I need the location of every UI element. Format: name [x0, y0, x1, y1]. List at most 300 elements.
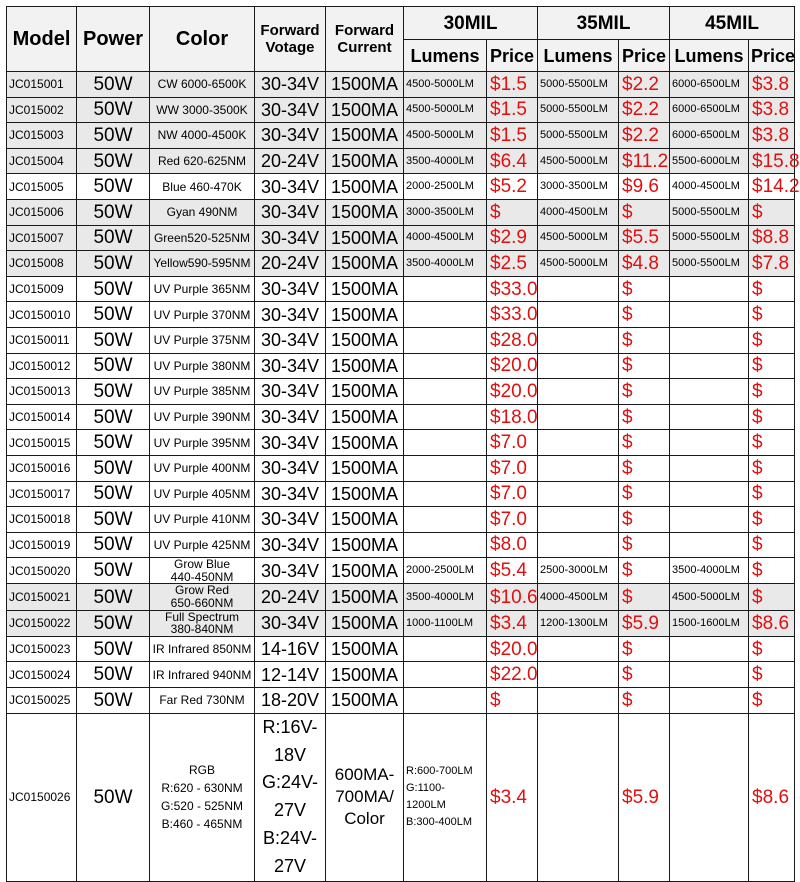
cell-lumens-30	[404, 507, 487, 533]
cell-lumens-35	[538, 532, 619, 558]
cell-lumens-45: 5000-5500LM	[670, 199, 749, 225]
cell-price-45: $	[749, 584, 795, 610]
cell-price-45: $3.8	[749, 97, 795, 123]
header-model: Model	[7, 7, 77, 72]
cell-price-35: $	[619, 558, 670, 584]
cell-power: 50W	[77, 662, 150, 688]
cell-price-45: $	[749, 481, 795, 507]
cell-color: UV Purple 385NM	[150, 379, 255, 405]
cell-lumens-30: 4000-4500LM	[404, 225, 487, 251]
cell-power: 50W	[77, 302, 150, 328]
cell-power: 50W	[77, 97, 150, 123]
cell-price-30: $10.6	[487, 584, 538, 610]
cell-model: JC015009	[7, 276, 77, 302]
cell-model: JC015008	[7, 251, 77, 277]
cell-power: 50W	[77, 610, 150, 636]
cell-power: 50W	[77, 507, 150, 533]
cell-voltage: 30-34V	[255, 430, 326, 456]
cell-lumens-45: 4500-5000LM	[670, 584, 749, 610]
table-row	[7, 713, 795, 881]
cell-lumens-35: 2500-3000LM	[538, 558, 619, 584]
cell-lumens-45	[670, 404, 749, 430]
cell-price-30: $1.5	[487, 97, 538, 123]
cell-model: JC015007	[7, 225, 77, 251]
cell-power: 50W	[77, 225, 150, 251]
header-lumens-35: Lumens	[538, 40, 619, 72]
cell-color: UV Purple 370NM	[150, 302, 255, 328]
header-lumens-30: Lumens	[404, 40, 487, 72]
cell-lumens-45: 5000-5500LM	[670, 225, 749, 251]
cell-price-35: $	[619, 481, 670, 507]
header-group-30mil: 30MIL	[404, 7, 538, 40]
table-row	[7, 148, 795, 174]
cell-lumens-30	[404, 662, 487, 688]
table-row	[7, 507, 795, 533]
cell-current: 1500MA	[326, 455, 404, 481]
cell-current: 1500MA	[326, 251, 404, 277]
header-price-30: Price	[487, 40, 538, 72]
cell-voltage: 14-16V	[255, 636, 326, 662]
header-color: Color	[150, 7, 255, 72]
cell-lumens-30: 2000-2500LM	[404, 558, 487, 584]
cell-lumens-35	[538, 302, 619, 328]
cell-lumens-45	[670, 662, 749, 688]
cell-lumens-35: 5000-5500LM	[538, 72, 619, 98]
cell-lumens-45: 5500-6000LM	[670, 148, 749, 174]
cell-price-30: $8.0	[487, 532, 538, 558]
header-group-35mil: 35MIL	[538, 7, 670, 40]
cell-lumens-30: 2000-2500LM	[404, 174, 487, 200]
cell-color: UV Purple 365NM	[150, 276, 255, 302]
cell-price-30: $	[487, 199, 538, 225]
cell-voltage: 30-34V	[255, 225, 326, 251]
cell-current: 1500MA	[326, 662, 404, 688]
cell-price-35: $5.9	[619, 610, 670, 636]
cell-price-45: $	[749, 532, 795, 558]
cell-lumens-30	[404, 353, 487, 379]
table-row	[7, 72, 795, 98]
cell-power: 50W	[77, 276, 150, 302]
cell-color: Red 620-625NM	[150, 148, 255, 174]
cell-voltage: 30-34V	[255, 199, 326, 225]
cell-lumens-30	[404, 276, 487, 302]
cell-lumens-35: 4000-4500LM	[538, 584, 619, 610]
cell-power: 50W	[77, 174, 150, 200]
header-price-45: Price	[749, 40, 795, 72]
cell-lumens-30	[404, 302, 487, 328]
cell-lumens-35: 4500-5000LM	[538, 225, 619, 251]
table-row	[7, 584, 795, 610]
cell-current: 1500MA	[326, 688, 404, 714]
cell-lumens-45	[670, 430, 749, 456]
table-row	[7, 97, 795, 123]
cell-model: JC0150015	[7, 430, 77, 456]
cell-model: JC015004	[7, 148, 77, 174]
table-row	[7, 302, 795, 328]
cell-model: JC0150018	[7, 507, 77, 533]
table-row	[7, 123, 795, 149]
cell-price-35: $11.2	[619, 148, 670, 174]
cell-power: 50W	[77, 558, 150, 584]
table-row	[7, 174, 795, 200]
cell-price-45: $	[749, 455, 795, 481]
cell-power: 50W	[77, 636, 150, 662]
cell-power: 50W	[77, 713, 150, 881]
cell-model: JC0150012	[7, 353, 77, 379]
header-forward-voltage: Forward Votage	[255, 7, 326, 72]
cell-price-30: $1.5	[487, 123, 538, 149]
table-row	[7, 532, 795, 558]
cell-lumens-30: 3500-4000LM	[404, 251, 487, 277]
cell-price-35: $	[619, 199, 670, 225]
cell-lumens-30: 4500-5000LM	[404, 123, 487, 149]
cell-current: 1500MA	[326, 481, 404, 507]
cell-color: Green520-525NM	[150, 225, 255, 251]
cell-power: 50W	[77, 148, 150, 174]
cell-lumens-45	[670, 636, 749, 662]
cell-power: 50W	[77, 327, 150, 353]
cell-voltage: 30-34V	[255, 507, 326, 533]
cell-color: CW 6000-6500K	[150, 72, 255, 98]
cell-color: UV Purple 395NM	[150, 430, 255, 456]
table-row	[7, 481, 795, 507]
cell-model: JC0150020	[7, 558, 77, 584]
cell-lumens-35: 5000-5500LM	[538, 123, 619, 149]
cell-model: JC0150023	[7, 636, 77, 662]
cell-lumens-35	[538, 327, 619, 353]
cell-current: 1500MA	[326, 379, 404, 405]
table-row	[7, 688, 795, 714]
cell-lumens-45	[670, 276, 749, 302]
cell-power: 50W	[77, 455, 150, 481]
cell-lumens-30	[404, 430, 487, 456]
cell-lumens-35	[538, 481, 619, 507]
cell-power: 50W	[77, 430, 150, 456]
cell-model: JC0150019	[7, 532, 77, 558]
cell-lumens-45	[670, 353, 749, 379]
cell-lumens-45: 5000-5500LM	[670, 251, 749, 277]
cell-price-30: $	[487, 688, 538, 714]
cell-voltage: 30-34V	[255, 532, 326, 558]
cell-model: JC0150010	[7, 302, 77, 328]
cell-price-45: $	[749, 430, 795, 456]
cell-voltage: 30-34V	[255, 353, 326, 379]
cell-price-30: $2.5	[487, 251, 538, 277]
cell-voltage: 30-34V	[255, 558, 326, 584]
cell-price-45: $	[749, 404, 795, 430]
cell-model: JC0150017	[7, 481, 77, 507]
cell-power: 50W	[77, 688, 150, 714]
cell-lumens-30	[404, 481, 487, 507]
cell-current: 1500MA	[326, 72, 404, 98]
cell-voltage: 20-24V	[255, 584, 326, 610]
cell-color: UV Purple 390NM	[150, 404, 255, 430]
cell-model: JC015005	[7, 174, 77, 200]
cell-power: 50W	[77, 532, 150, 558]
cell-price-45: $	[749, 199, 795, 225]
cell-price-45: $8.6	[749, 610, 795, 636]
cell-lumens-30: 4500-5000LM	[404, 72, 487, 98]
cell-price-30: $7.0	[487, 507, 538, 533]
cell-price-35: $2.2	[619, 123, 670, 149]
cell-price-35: $2.2	[619, 97, 670, 123]
cell-current: 1500MA	[326, 507, 404, 533]
cell-current: 1500MA	[326, 610, 404, 636]
cell-color: RGB R:620 - 630NM G:520 - 525NM B:460 - 465NM	[150, 713, 255, 881]
cell-lumens-35	[538, 507, 619, 533]
cell-lumens-45: 3500-4000LM	[670, 558, 749, 584]
cell-lumens-30	[404, 455, 487, 481]
cell-price-35: $	[619, 353, 670, 379]
cell-color: Yellow590-595NM	[150, 251, 255, 277]
cell-lumens-35	[538, 430, 619, 456]
cell-voltage: 30-34V	[255, 481, 326, 507]
cell-lumens-30: 1000-1100LM	[404, 610, 487, 636]
cell-lumens-45	[670, 532, 749, 558]
cell-color: IR Infrared 850NM	[150, 636, 255, 662]
cell-price-45: $	[749, 379, 795, 405]
cell-price-30: $7.0	[487, 430, 538, 456]
cell-price-45: $	[749, 662, 795, 688]
cell-price-35: $	[619, 430, 670, 456]
cell-price-45: $7.8	[749, 251, 795, 277]
cell-current: 1500MA	[326, 97, 404, 123]
cell-current: 1500MA	[326, 636, 404, 662]
cell-color: UV Purple 425NM	[150, 532, 255, 558]
cell-price-30: $33.0	[487, 302, 538, 328]
cell-price-30: $2.9	[487, 225, 538, 251]
header-group-45mil: 45MIL	[670, 7, 795, 40]
cell-price-35: $9.6	[619, 174, 670, 200]
cell-voltage: 12-14V	[255, 662, 326, 688]
table-row	[7, 353, 795, 379]
cell-color: UV Purple 400NM	[150, 455, 255, 481]
cell-lumens-30: 3500-4000LM	[404, 584, 487, 610]
cell-price-30: $6.4	[487, 148, 538, 174]
cell-lumens-35	[538, 636, 619, 662]
cell-model: JC0150011	[7, 327, 77, 353]
cell-lumens-35: 4500-5000LM	[538, 148, 619, 174]
cell-lumens-45	[670, 302, 749, 328]
cell-color: Far Red 730NM	[150, 688, 255, 714]
cell-color: UV Purple 405NM	[150, 481, 255, 507]
cell-color: Blue 460-470K	[150, 174, 255, 200]
cell-price-30: $33.0	[487, 276, 538, 302]
cell-price-35: $	[619, 404, 670, 430]
cell-lumens-30: 3500-4000LM	[404, 148, 487, 174]
cell-lumens-35	[538, 713, 619, 881]
cell-price-30: $20.0	[487, 353, 538, 379]
cell-lumens-45: 1500-1600LM	[670, 610, 749, 636]
cell-model: JC0150014	[7, 404, 77, 430]
cell-price-30: $22.0	[487, 662, 538, 688]
table-row	[7, 379, 795, 405]
table-row	[7, 199, 795, 225]
cell-voltage: 30-34V	[255, 610, 326, 636]
table-row	[7, 225, 795, 251]
cell-price-30: $3.4	[487, 610, 538, 636]
cell-model: JC0150024	[7, 662, 77, 688]
cell-model: JC0150021	[7, 584, 77, 610]
cell-price-35: $	[619, 276, 670, 302]
cell-current: 1500MA	[326, 353, 404, 379]
table-row	[7, 276, 795, 302]
cell-price-30: $5.4	[487, 558, 538, 584]
cell-power: 50W	[77, 481, 150, 507]
cell-price-35: $	[619, 662, 670, 688]
cell-color: NW 4000-4500K	[150, 123, 255, 149]
cell-lumens-30	[404, 327, 487, 353]
cell-price-45: $15.8	[749, 148, 795, 174]
cell-price-30: $20.0	[487, 379, 538, 405]
cell-current: 1500MA	[326, 558, 404, 584]
cell-power: 50W	[77, 72, 150, 98]
cell-current: 1500MA	[326, 199, 404, 225]
cell-price-35: $	[619, 688, 670, 714]
cell-price-35: $	[619, 532, 670, 558]
cell-color: Grow Red 650-660NM	[150, 584, 255, 610]
table-row	[7, 430, 795, 456]
cell-lumens-35	[538, 379, 619, 405]
cell-lumens-30	[404, 404, 487, 430]
cell-voltage: 30-34V	[255, 72, 326, 98]
cell-price-35: $	[619, 636, 670, 662]
header-lumens-45: Lumens	[670, 40, 749, 72]
cell-price-45: $	[749, 302, 795, 328]
cell-lumens-35: 5000-5500LM	[538, 97, 619, 123]
cell-lumens-35	[538, 353, 619, 379]
cell-price-45: $	[749, 558, 795, 584]
cell-voltage: 30-34V	[255, 327, 326, 353]
cell-color: Gyan 490NM	[150, 199, 255, 225]
table-row	[7, 404, 795, 430]
cell-lumens-35	[538, 455, 619, 481]
cell-voltage: 30-34V	[255, 404, 326, 430]
cell-lumens-45	[670, 379, 749, 405]
cell-power: 50W	[77, 123, 150, 149]
cell-lumens-45	[670, 327, 749, 353]
cell-lumens-45: 6000-6500LM	[670, 97, 749, 123]
cell-voltage: 18-20V	[255, 688, 326, 714]
header-forward-current: Forward Current	[326, 7, 404, 72]
cell-price-35: $	[619, 455, 670, 481]
cell-price-30: $7.0	[487, 455, 538, 481]
cell-lumens-45	[670, 507, 749, 533]
cell-price-30: $5.2	[487, 174, 538, 200]
table-row	[7, 636, 795, 662]
cell-color: UV Purple 375NM	[150, 327, 255, 353]
cell-voltage: 30-34V	[255, 174, 326, 200]
header-price-35: Price	[619, 40, 670, 72]
cell-power: 50W	[77, 353, 150, 379]
cell-price-45: $14.2	[749, 174, 795, 200]
cell-lumens-35	[538, 688, 619, 714]
cell-model: JC015002	[7, 97, 77, 123]
cell-price-35: $	[619, 302, 670, 328]
header-power: Power	[77, 7, 150, 72]
cell-lumens-45	[670, 455, 749, 481]
cell-price-30: $28.0	[487, 327, 538, 353]
table-row	[7, 558, 795, 584]
cell-price-35: $5.9	[619, 713, 670, 881]
cell-model: JC015001	[7, 72, 77, 98]
cell-model: JC0150025	[7, 688, 77, 714]
cell-voltage: 30-34V	[255, 379, 326, 405]
cell-current: 1500MA	[326, 404, 404, 430]
cell-price-45: $	[749, 327, 795, 353]
cell-color: IR Infrared 940NM	[150, 662, 255, 688]
cell-voltage: 20-24V	[255, 251, 326, 277]
cell-power: 50W	[77, 199, 150, 225]
cell-price-30: $20.0	[487, 636, 538, 662]
cell-current: 1500MA	[326, 123, 404, 149]
cell-model: JC0150026	[7, 713, 77, 881]
cell-model: JC015006	[7, 199, 77, 225]
cell-color: Grow Blue 440-450NM	[150, 558, 255, 584]
cell-model: JC015003	[7, 123, 77, 149]
cell-price-30: $3.4	[487, 713, 538, 881]
cell-price-35: $2.2	[619, 72, 670, 98]
cell-price-45: $8.8	[749, 225, 795, 251]
cell-voltage: R:16V-18V G:24V-27V B:24V-27V	[255, 713, 326, 881]
cell-color: UV Purple 380NM	[150, 353, 255, 379]
cell-lumens-35: 3000-3500LM	[538, 174, 619, 200]
cell-voltage: 20-24V	[255, 148, 326, 174]
cell-lumens-30: R:600-700LM G:1100-1200LM B:300-400LM	[404, 713, 487, 881]
cell-price-35: $	[619, 507, 670, 533]
cell-voltage: 30-34V	[255, 455, 326, 481]
cell-lumens-35: 1200-1300LM	[538, 610, 619, 636]
cell-price-35: $	[619, 327, 670, 353]
cell-voltage: 30-34V	[255, 123, 326, 149]
table-row	[7, 327, 795, 353]
cell-price-45: $	[749, 276, 795, 302]
cell-current: 1500MA	[326, 174, 404, 200]
cell-voltage: 30-34V	[255, 97, 326, 123]
cell-price-45: $	[749, 507, 795, 533]
cell-lumens-30: 4500-5000LM	[404, 97, 487, 123]
table-row	[7, 455, 795, 481]
cell-lumens-35	[538, 276, 619, 302]
table-body	[7, 72, 800, 882]
cell-current: 1500MA	[326, 430, 404, 456]
cell-lumens-35: 4000-4500LM	[538, 199, 619, 225]
cell-price-45: $3.8	[749, 123, 795, 149]
cell-voltage: 30-34V	[255, 302, 326, 328]
cell-current: 1500MA	[326, 148, 404, 174]
cell-price-45: $	[749, 688, 795, 714]
cell-price-45: $	[749, 353, 795, 379]
cell-price-30: $1.5	[487, 72, 538, 98]
cell-current: 1500MA	[326, 327, 404, 353]
cell-price-30: $18.0	[487, 404, 538, 430]
cell-lumens-45	[670, 688, 749, 714]
cell-power: 50W	[77, 584, 150, 610]
cell-color: UV Purple 410NM	[150, 507, 255, 533]
table-header	[7, 7, 795, 72]
table-row	[7, 251, 795, 277]
cell-current: 1500MA	[326, 302, 404, 328]
table-row	[7, 610, 795, 636]
cell-lumens-35: 4500-5000LM	[538, 251, 619, 277]
cell-lumens-30	[404, 532, 487, 558]
cell-lumens-45	[670, 481, 749, 507]
cell-lumens-30: 3000-3500LM	[404, 199, 487, 225]
cell-model: JC0150013	[7, 379, 77, 405]
cell-price-30: $7.0	[487, 481, 538, 507]
cell-price-35: $	[619, 379, 670, 405]
cell-model: JC0150022	[7, 610, 77, 636]
